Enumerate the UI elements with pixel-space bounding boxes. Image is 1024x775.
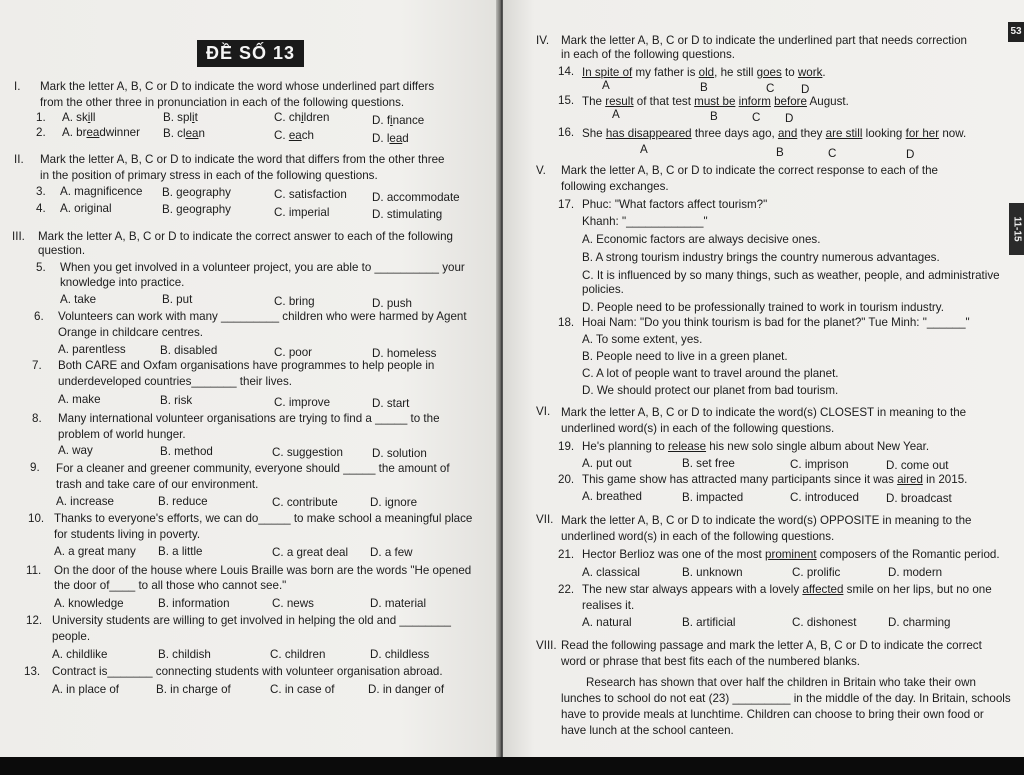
text-line: Volunteers can work with many _________ children who were harmed by Agent xyxy=(58,310,467,323)
section-tab-label: 11-15 xyxy=(1011,216,1022,242)
text-line: 4. xyxy=(36,202,46,215)
text-line: A. in place of xyxy=(52,683,120,696)
text-line: A. put out xyxy=(582,457,632,470)
text-line: for students living in poverty. xyxy=(54,528,201,541)
text-line: D. People need to be professionally trained to work in tourism industry. xyxy=(582,301,944,314)
text-line: A. breadwinner xyxy=(62,126,140,139)
text-line: Mark the letter A, B, C or D to indicate the word(s) CLOSEST in meaning to the xyxy=(561,406,967,419)
text-line: C. children xyxy=(270,648,326,661)
text-line: C xyxy=(752,111,761,124)
text-line: lunches to school do not eat (23) _________ in the middle of the day. In Britain, schools xyxy=(561,692,1011,705)
text-line: University students are willing to get involved in helping the old and ________ xyxy=(52,614,451,627)
text-line: C. bring xyxy=(274,295,315,308)
text-line: B. People need to live in a green planet. xyxy=(582,350,788,363)
text-line: question. xyxy=(38,244,86,257)
text-line: policies. xyxy=(582,283,624,296)
text-line: underlined word(s) in each of the following questions. xyxy=(561,530,835,543)
text-line: Hoai Nam: "Do you think tourism is bad for the planet?" Tue Minh: "______" xyxy=(582,316,970,329)
text-line: D. lead xyxy=(372,132,409,145)
text-line: C. contribute xyxy=(272,496,338,509)
text-line: A. breathed xyxy=(582,490,642,503)
text-line: in each of the following questions. xyxy=(561,48,736,61)
text-line: D. stimulating xyxy=(372,208,443,221)
text-line: IV. xyxy=(536,34,550,47)
text-line: B. method xyxy=(160,445,213,458)
text-line: This game show has attracted many participants since it was aired in 2015. xyxy=(582,473,968,486)
text-line: D. a few xyxy=(370,546,413,559)
text-line: 19. xyxy=(558,440,575,453)
text-line: have to provide meals at lunchtime. Children can choose to bring their own food or xyxy=(561,708,984,721)
text-line: underlined word(s) in each of the following questions. xyxy=(561,422,835,435)
text-line: D. modern xyxy=(888,566,943,579)
text-line: word or phrase that best fits each of the numbered blanks. xyxy=(561,655,861,668)
text-line: D. accommodate xyxy=(372,191,460,204)
text-line: 7. xyxy=(32,359,42,372)
text-line: III. xyxy=(12,230,25,243)
text-line: 1. xyxy=(36,111,46,124)
text-line: C. introduced xyxy=(790,491,859,504)
text-line: Mark the letter A, B, C or D to indicate the word that differs from the other three xyxy=(40,153,445,166)
text-line: 22. xyxy=(558,583,575,596)
text-line: D. material xyxy=(370,597,427,610)
text-line: 16. xyxy=(558,126,575,139)
text-line: in the position of primary stress in each of the following questions. xyxy=(40,169,378,182)
text-line: In spite of my father is old, he still goes to work. xyxy=(582,66,826,79)
text-line: C. suggestion xyxy=(272,446,343,459)
text-line: Khanh: "____________" xyxy=(582,215,708,228)
text-line: Mark the letter A, B, C or D to indicate the correct response to each of the xyxy=(561,164,938,177)
text-line: C. improve xyxy=(274,396,331,409)
bottom-shadow xyxy=(0,757,1024,775)
text-line: A xyxy=(602,79,610,92)
section-tab xyxy=(1009,203,1024,255)
text-line: B. clean xyxy=(163,127,205,140)
text-line: B. childish xyxy=(158,648,211,661)
text-line: C. A lot of people want to travel around the planet. xyxy=(582,367,839,380)
text-line: D. ignore xyxy=(370,496,418,509)
text-line: D. childless xyxy=(370,648,430,661)
text-line: When you get involved in a volunteer project, you are able to __________ your xyxy=(60,261,465,274)
text-line: people. xyxy=(52,630,91,643)
exam-title: ĐỀ SỐ 13 xyxy=(197,40,304,67)
text-line: Mark the letter A, B, C or D to indicate the underlined part that needs correction xyxy=(561,34,967,47)
text-line: A xyxy=(640,143,648,156)
text-line: VI. xyxy=(536,405,551,418)
text-line: D xyxy=(785,112,794,125)
text-line: D. broadcast xyxy=(886,492,952,505)
text-line: Read the following passage and mark the letter A, B, C or D to indicate the correct xyxy=(561,639,982,652)
text-line: B. set free xyxy=(682,457,735,470)
text-line: knowledge into practice. xyxy=(60,276,185,289)
text-line: C. imperial xyxy=(274,206,330,219)
text-line: 6. xyxy=(34,310,44,323)
text-line: B xyxy=(710,110,718,123)
text-line: 17. xyxy=(558,198,575,211)
text-line: B. geography xyxy=(162,186,231,199)
text-line: A. magnificence xyxy=(60,185,143,198)
text-line: I. xyxy=(14,80,21,93)
text-line: C. satisfaction xyxy=(274,188,347,201)
text-line: V. xyxy=(536,164,546,177)
text-line: B. impacted xyxy=(682,491,744,504)
text-line: B. unknown xyxy=(682,566,743,579)
text-line: D. push xyxy=(372,297,412,310)
text-line: 10. xyxy=(28,512,45,525)
text-line: A. way xyxy=(58,444,93,457)
text-line: 2. xyxy=(36,126,46,139)
text-line: B. information xyxy=(158,597,230,610)
text-line: C. a great deal xyxy=(272,546,349,559)
text-line: following exchanges. xyxy=(561,180,669,193)
text-line: trash and take care of our environment. xyxy=(56,478,259,491)
text-line: Orange in childcare centres. xyxy=(58,326,203,339)
text-line: Mark the letter A, B, C or D to indicate the word whose underlined part differs xyxy=(40,80,435,93)
text-line: B. in charge of xyxy=(156,683,231,696)
text-line: Contract is_______ connecting students with volunteer organisation abroad. xyxy=(52,665,443,678)
text-line: D. in danger of xyxy=(368,683,445,696)
text-line: B. split xyxy=(163,111,198,124)
text-line: B xyxy=(700,81,708,94)
text-line: C xyxy=(828,147,837,160)
text-line: C. each xyxy=(274,129,314,142)
text-line: B. geography xyxy=(162,203,231,216)
text-line: 5. xyxy=(36,261,46,274)
text-line: 9. xyxy=(30,461,40,474)
text-line: A. knowledge xyxy=(54,597,124,610)
text-line: A. parentless xyxy=(58,343,126,356)
text-line: D. We should protect our planet from bad tourism. xyxy=(582,384,839,397)
text-line: 12. xyxy=(26,614,43,627)
text-line: 3. xyxy=(36,185,46,198)
text-line: On the door of the house where Louis Braille was born are the words "He opened xyxy=(54,564,472,577)
text-line: C. in case of xyxy=(270,683,335,696)
text-line: 8. xyxy=(32,412,42,425)
text-line: C. dishonest xyxy=(792,616,857,629)
text-line: B. a little xyxy=(158,545,203,558)
text-line: VII. xyxy=(536,513,554,526)
text-line: 11. xyxy=(26,564,42,577)
text-line: D. start xyxy=(372,397,410,410)
text-line: the door of____ to all those who cannot see." xyxy=(54,579,287,592)
text-line: B. put xyxy=(162,293,193,306)
text-line: D xyxy=(801,83,810,96)
text-line: from the other three in pronunciation in each of the following questions. xyxy=(40,96,405,109)
text-line: D. homeless xyxy=(372,347,437,360)
text-line: VIII. xyxy=(536,639,557,652)
text-line: A. take xyxy=(60,293,97,306)
text-line: B. risk xyxy=(160,394,193,407)
text-line: He's planning to release his new solo single album about New Year. xyxy=(582,440,930,453)
text-line: Many international volunteer organisations are trying to find a _____ to the xyxy=(58,412,440,425)
text-line: 14. xyxy=(558,65,575,78)
text-line: D xyxy=(906,148,915,161)
text-line: B. A strong tourism industry brings the country numerous advantages. xyxy=(582,251,940,264)
text-line: C. prolific xyxy=(792,566,841,579)
text-line: B. disabled xyxy=(160,344,218,357)
text-line: A. make xyxy=(58,393,101,406)
text-line: D. charming xyxy=(888,616,951,629)
text-line: C. poor xyxy=(274,346,313,359)
text-line: A. classical xyxy=(582,566,640,579)
text-line: A. To some extent, yes. xyxy=(582,333,703,346)
text-line: A xyxy=(612,108,620,121)
text-line: 13. xyxy=(24,665,41,678)
text-line: underdeveloped countries_______ their lives. xyxy=(58,375,292,388)
text-line: A. childlike xyxy=(52,648,108,661)
text-line: C. children xyxy=(274,111,330,124)
text-line: For a cleaner and greener community, everyone should _____ the amount of xyxy=(56,462,450,475)
text-line: C. It is influenced by so many things, such as weather, people, and administrative xyxy=(582,269,1000,282)
text-line: II. xyxy=(14,153,24,166)
text-line: Both CARE and Oxfam organisations have programmes to help people in xyxy=(58,359,435,372)
text-line: A. original xyxy=(60,202,112,215)
text-line: The new star always appears with a lovely affected smile on her lips, but no one xyxy=(582,583,992,596)
text-line: Hector Berlioz was one of the most prominent composers of the Romantic period. xyxy=(582,548,1000,561)
text-line: Mark the letter A, B, C or D to indicate the word(s) OPPOSITE in meaning to the xyxy=(561,514,972,527)
text-line: A. Economic factors are always decisive ones. xyxy=(582,233,821,246)
text-line: A. increase xyxy=(56,495,114,508)
text-line: A. a great many xyxy=(54,545,136,558)
text-line: realises it. xyxy=(582,599,635,612)
text-line: 15. xyxy=(558,94,575,107)
text-line: The result of that test must be inform before August. xyxy=(582,95,849,108)
text-line: C xyxy=(766,82,775,95)
text-line: Phuc: "What factors affect tourism?" xyxy=(582,198,768,211)
text-line: D. finance xyxy=(372,114,425,127)
text-line: C. news xyxy=(272,597,314,610)
text-line: A. skill xyxy=(62,111,96,124)
text-line: C. imprison xyxy=(790,458,849,471)
text-line: Thanks to everyone's efforts, we can do_____ to make school a meaningful place xyxy=(54,512,473,525)
page-number: 53 xyxy=(1008,22,1024,42)
text-line: have lunch at the school canteen. xyxy=(561,724,734,737)
text-line: A. natural xyxy=(582,616,632,629)
text-line: problem of world hunger. xyxy=(58,428,186,441)
text-line: 20. xyxy=(558,473,575,486)
text-line: B xyxy=(776,146,784,159)
text-line: D. come out xyxy=(886,459,949,472)
text-line: 18. xyxy=(558,316,575,329)
text-line: She has disappeared three days ago, and they are still looking for her now. xyxy=(582,127,967,140)
text-line: Mark the letter A, B, C or D to indicate the correct answer to each of the following xyxy=(38,230,453,243)
text-line: B. artificial xyxy=(682,616,736,629)
text-line: D. solution xyxy=(372,447,427,460)
text-line: B. reduce xyxy=(158,495,208,508)
text-line: 21. xyxy=(558,548,575,561)
text-line: Research has shown that over half the children in Britain who take their own xyxy=(586,676,976,689)
